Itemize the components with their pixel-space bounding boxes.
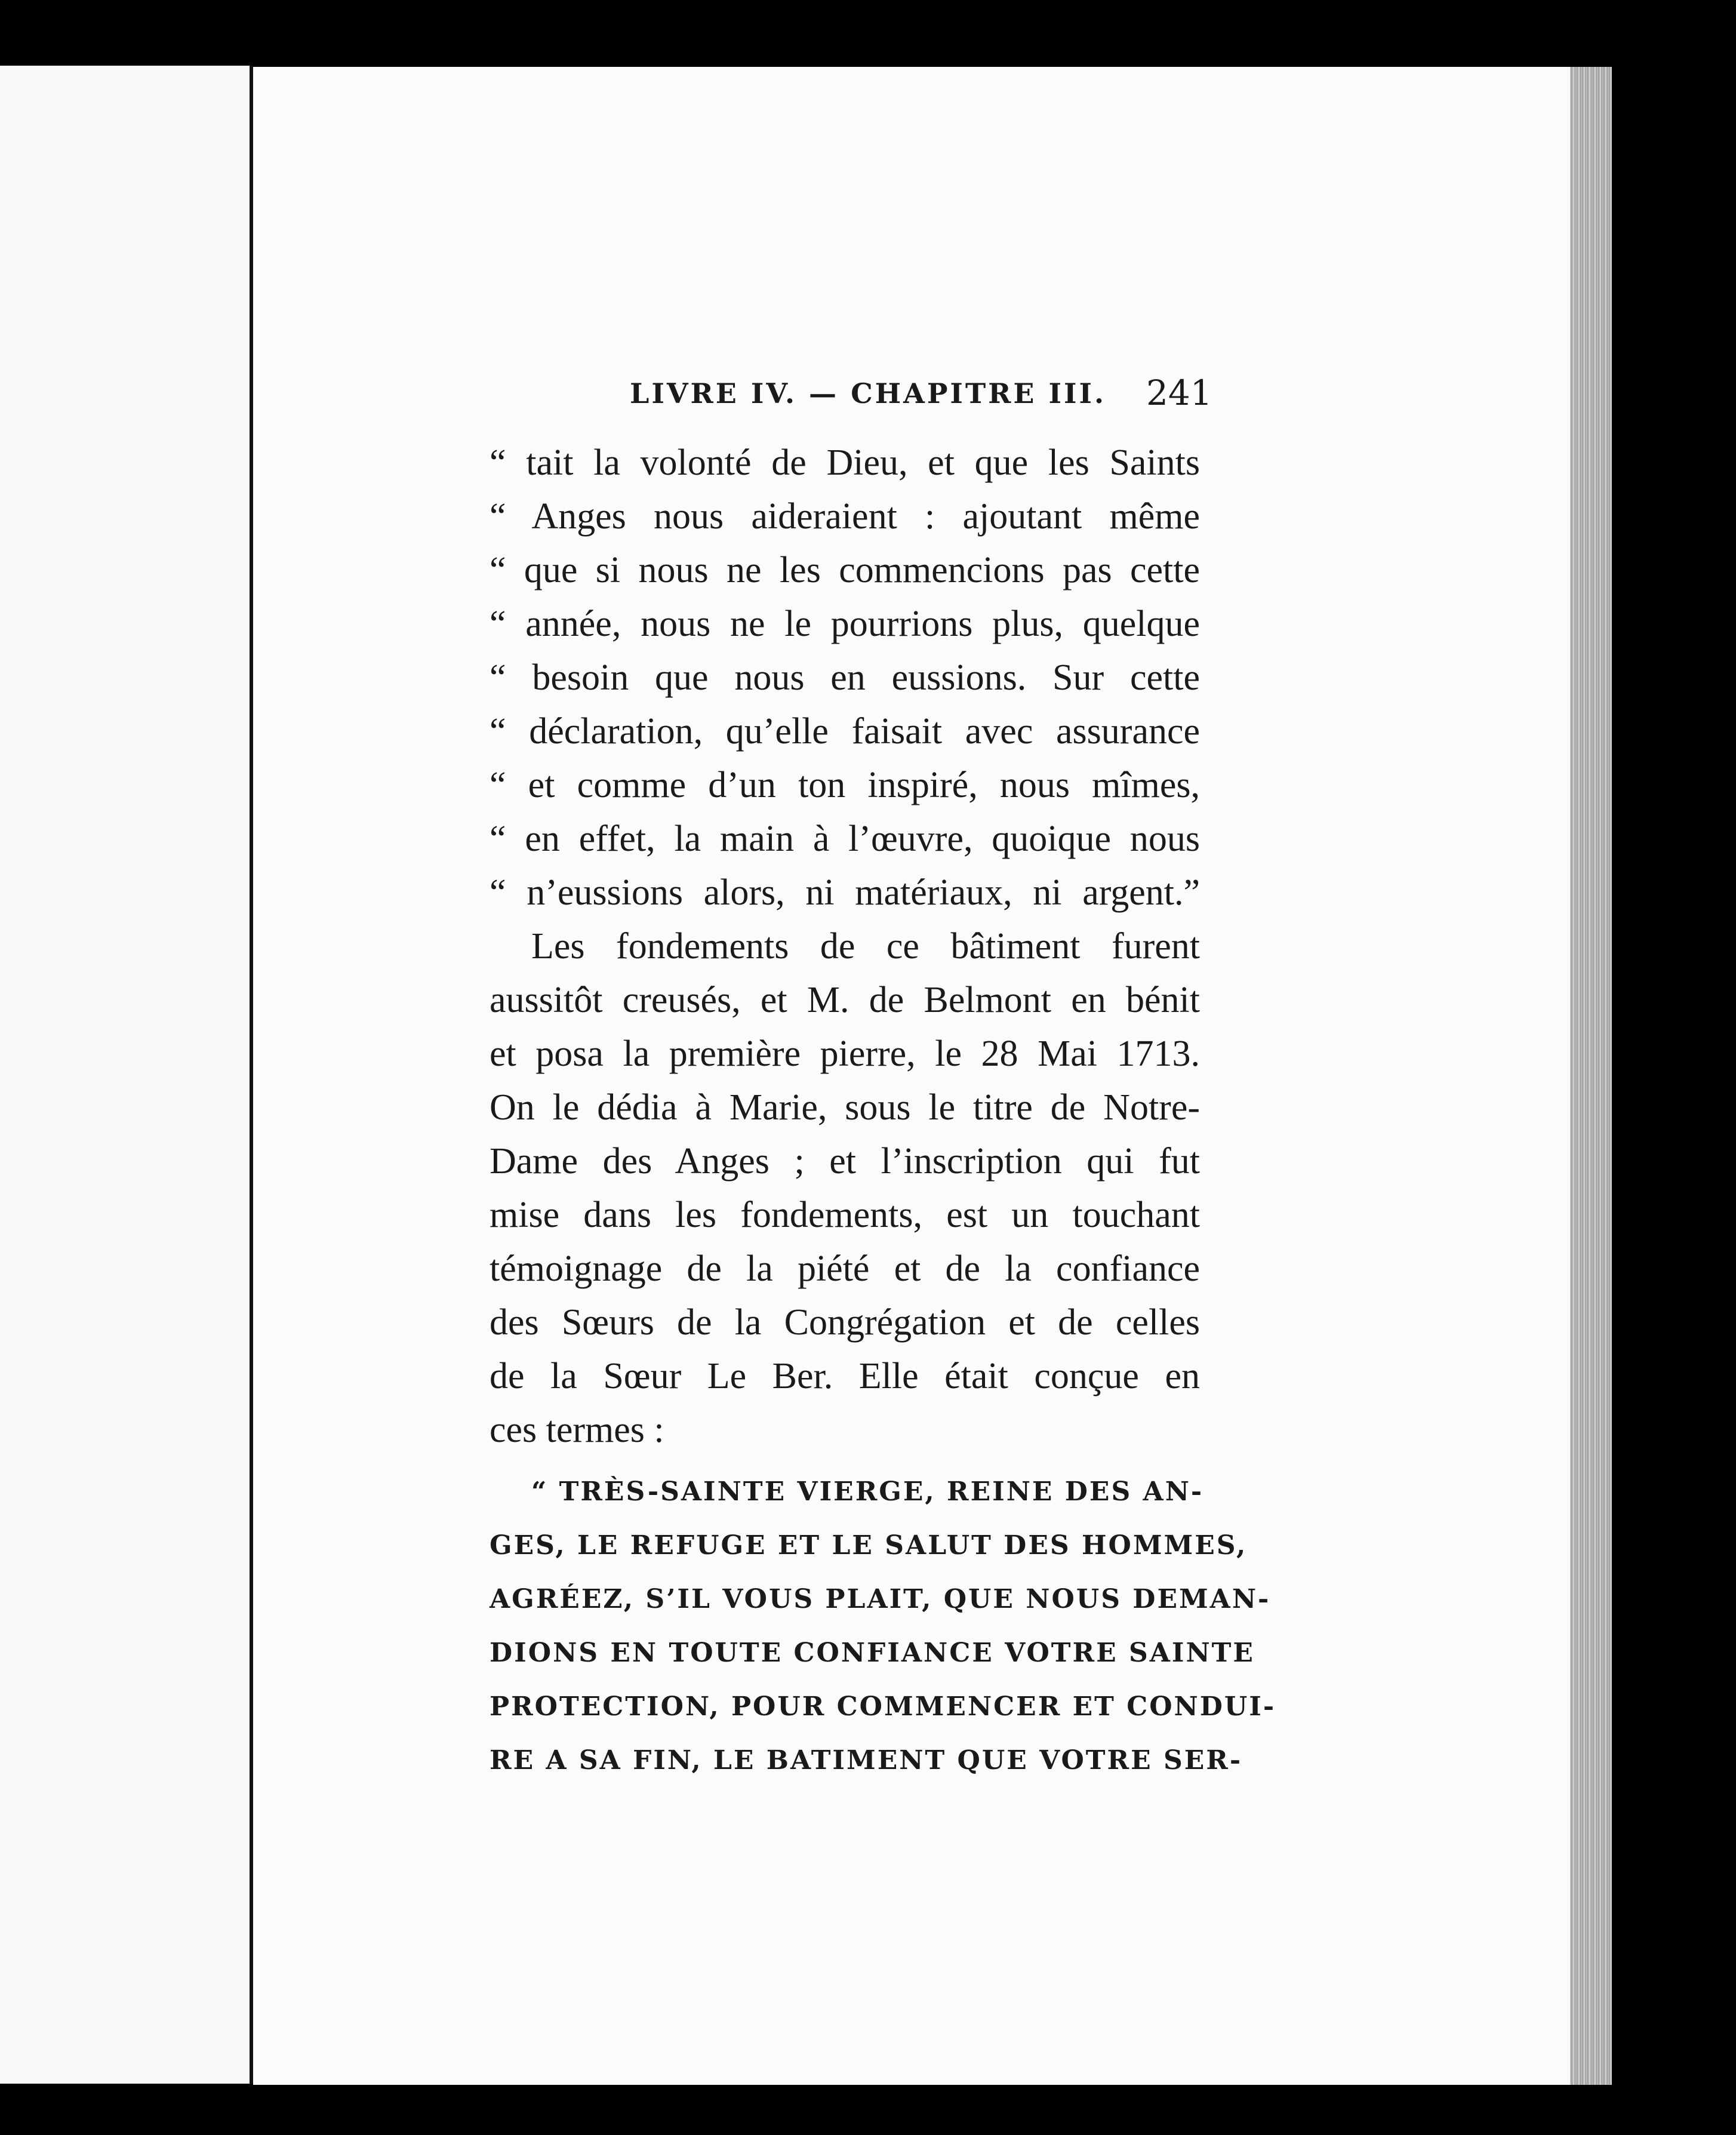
running-head: LIVRE IV. — CHAPITRE III. — [630, 377, 1107, 410]
text-line: “ tait la volonté de Dieu, et que les Saints — [490, 442, 1200, 483]
text-line: Les fondements de ce bâtiment furent — [531, 926, 1200, 967]
text-line: aussitôt creusés, et M. de Belmont en bénit — [490, 980, 1200, 1020]
text-line: Dame des Anges ; et l’inscription qui fut — [490, 1141, 1200, 1182]
page-edge — [1570, 67, 1612, 2085]
inscription-line: GES, LE REFUGE ET LE SALUT DES HOMMES, — [490, 1530, 1248, 1561]
scan-background — [1612, 36, 1736, 2135]
inscription-line: AGRÉEZ, S’IL VOUS PLAIT, QUE NOUS DEMAN- — [490, 1584, 1271, 1614]
inscription-line: RE A SA FIN, LE BATIMENT QUE VOTRE SER- — [490, 1745, 1243, 1776]
text-line: de la Sœur Le Ber. Elle était conçue en — [490, 1356, 1200, 1396]
text-line: “ déclaration, qu’elle faisait avec assurance — [490, 711, 1200, 752]
page-number: 241 — [1146, 373, 1212, 413]
inscription-line: PROTECTION, POUR COMMENCER ET CONDUI- — [490, 1691, 1276, 1722]
text-line: “ Anges nous aideraient : ajoutant même — [490, 496, 1200, 537]
text-line: “ et comme d’un ton inspiré, nous mîmes, — [490, 765, 1200, 805]
text-line: “ besoin que nous en eussions. Sur cette — [490, 657, 1200, 698]
text-line: “ n’eussions alors, ni matériaux, ni argent.” — [490, 872, 1200, 913]
text-line: “ que si nous ne les commencions pas cette — [490, 550, 1200, 590]
text-line: et posa la première pierre, le 28 Mai 1713. — [490, 1033, 1200, 1074]
text-line: mise dans les fondements, est un touchant — [490, 1195, 1200, 1235]
text-line: “ année, nous ne le pourrions plus, quelque — [490, 604, 1200, 644]
inscription-line: DIONS EN TOUTE CONFIANCE VOTRE SAINTE — [490, 1638, 1255, 1668]
text-line: On le dédia à Marie, sous le titre de Notre- — [490, 1087, 1200, 1128]
text-line: “ en effet, la main à l’œuvre, quoique nous — [490, 819, 1200, 859]
body-text — [490, 436, 1276, 1788]
text-line: des Sœurs de la Congrégation et de celles — [490, 1302, 1200, 1343]
text-line: ces termes : — [490, 1410, 664, 1450]
text-line: témoignage de la piété et de la confiance — [490, 1248, 1200, 1289]
facing-page — [0, 66, 253, 2084]
inscription-line: “ TRÈS-SAINTE VIERGE, REINE DES AN- — [531, 1476, 1204, 1507]
